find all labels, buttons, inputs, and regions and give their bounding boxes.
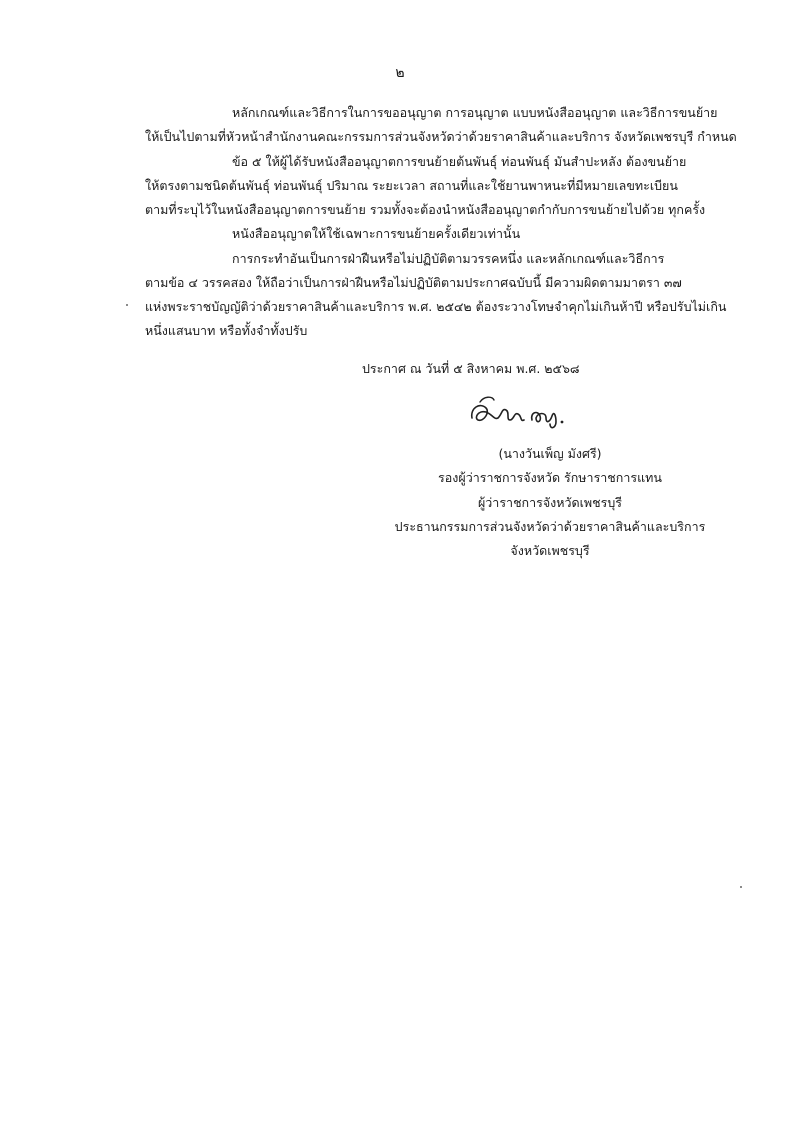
page-number: ๒ bbox=[395, 65, 405, 81]
scan-speck bbox=[126, 304, 128, 306]
body-line-9: แห่งพระราชบัญญัติว่าด้วยราคาสินค้าและบริการ พ.ศ. ๒๕๔๒ ต้องระวางโทษจำคุกไม่เกินห้าปี หรือปรับไม่เกิน bbox=[145, 299, 727, 314]
body-line-7: การกระทำอันเป็นการฝ่าฝืนหรือไม่ปฏิบัติตามวรรคหนึ่ง และหลักเกณฑ์และวิธีการ bbox=[232, 251, 665, 266]
announcement-date: ประกาศ ณ วันที่ ๕ สิงหาคม พ.ศ. ๒๕๖๘ bbox=[362, 361, 580, 376]
body-line-10: หนึ่งแสนบาท หรือทั้งจำทั้งปรับ bbox=[145, 323, 308, 338]
body-line-8: ตามข้อ ๔ วรรคสอง ให้ถือว่าเป็นการฝ่าฝืนหรือไม่ปฏิบัติตามประกาศฉบับนี้ มีความผิดตามมาตรา ๓๗ bbox=[145, 275, 682, 290]
body-line-2: ให้เป็นไปตามที่หัวหน้าสำนักงานคณะกรรมการส่วนจังหวัดว่าด้วยราคาสินค้าและบริการ จังหวัดเพชรบุรี กำหนด bbox=[145, 129, 737, 144]
handwritten-signature bbox=[466, 392, 576, 432]
signatory-name: (นางวันเพ็ญ มังศรี) bbox=[498, 446, 602, 461]
scan-speck bbox=[740, 886, 742, 888]
body-line-3: ข้อ ๕ ให้ผู้ได้รับหนังสืออนุญาตการขนย้ายต้นพันธุ์ ท่อนพันธุ์ มันสำปะหลัง ต้องขนย้าย bbox=[232, 154, 687, 169]
signatory-position-4: จังหวัดเพชรบุรี bbox=[510, 543, 590, 558]
body-line-4: ให้ตรงตามชนิดต้นพันธุ์ ท่อนพันธุ์ ปริมาณ ระยะเวลา สถานที่และใช้ยานพาหนะที่มีหมายเลขทะเบียน bbox=[145, 178, 678, 193]
body-line-6: หนังสืออนุญาตให้ใช้เฉพาะการขนย้ายครั้งเดียวเท่านั้น bbox=[232, 226, 521, 241]
body-line-5: ตามที่ระบุไว้ในหนังสืออนุญาตการขนย้าย รวมทั้งจะต้องนำหนังสืออนุญาตกำกับการขนย้ายไปด้วย ทุกครั้ง bbox=[145, 202, 706, 217]
body-line-1: หลักเกณฑ์และวิธีการในการขออนุญาต การอนุญาต แบบหนังสืออนุญาต และวิธีการขนย้าย bbox=[232, 105, 718, 120]
signatory-position-2: ผู้ว่าราชการจังหวัดเพชรบุรี bbox=[477, 495, 623, 510]
signatory-position-3: ประธานกรรมการส่วนจังหวัดว่าด้วยราคาสินค้าและบริการ bbox=[394, 519, 706, 534]
signatory-position-1: รองผู้ว่าราชการจังหวัด รักษาราชการแทน bbox=[438, 470, 662, 485]
